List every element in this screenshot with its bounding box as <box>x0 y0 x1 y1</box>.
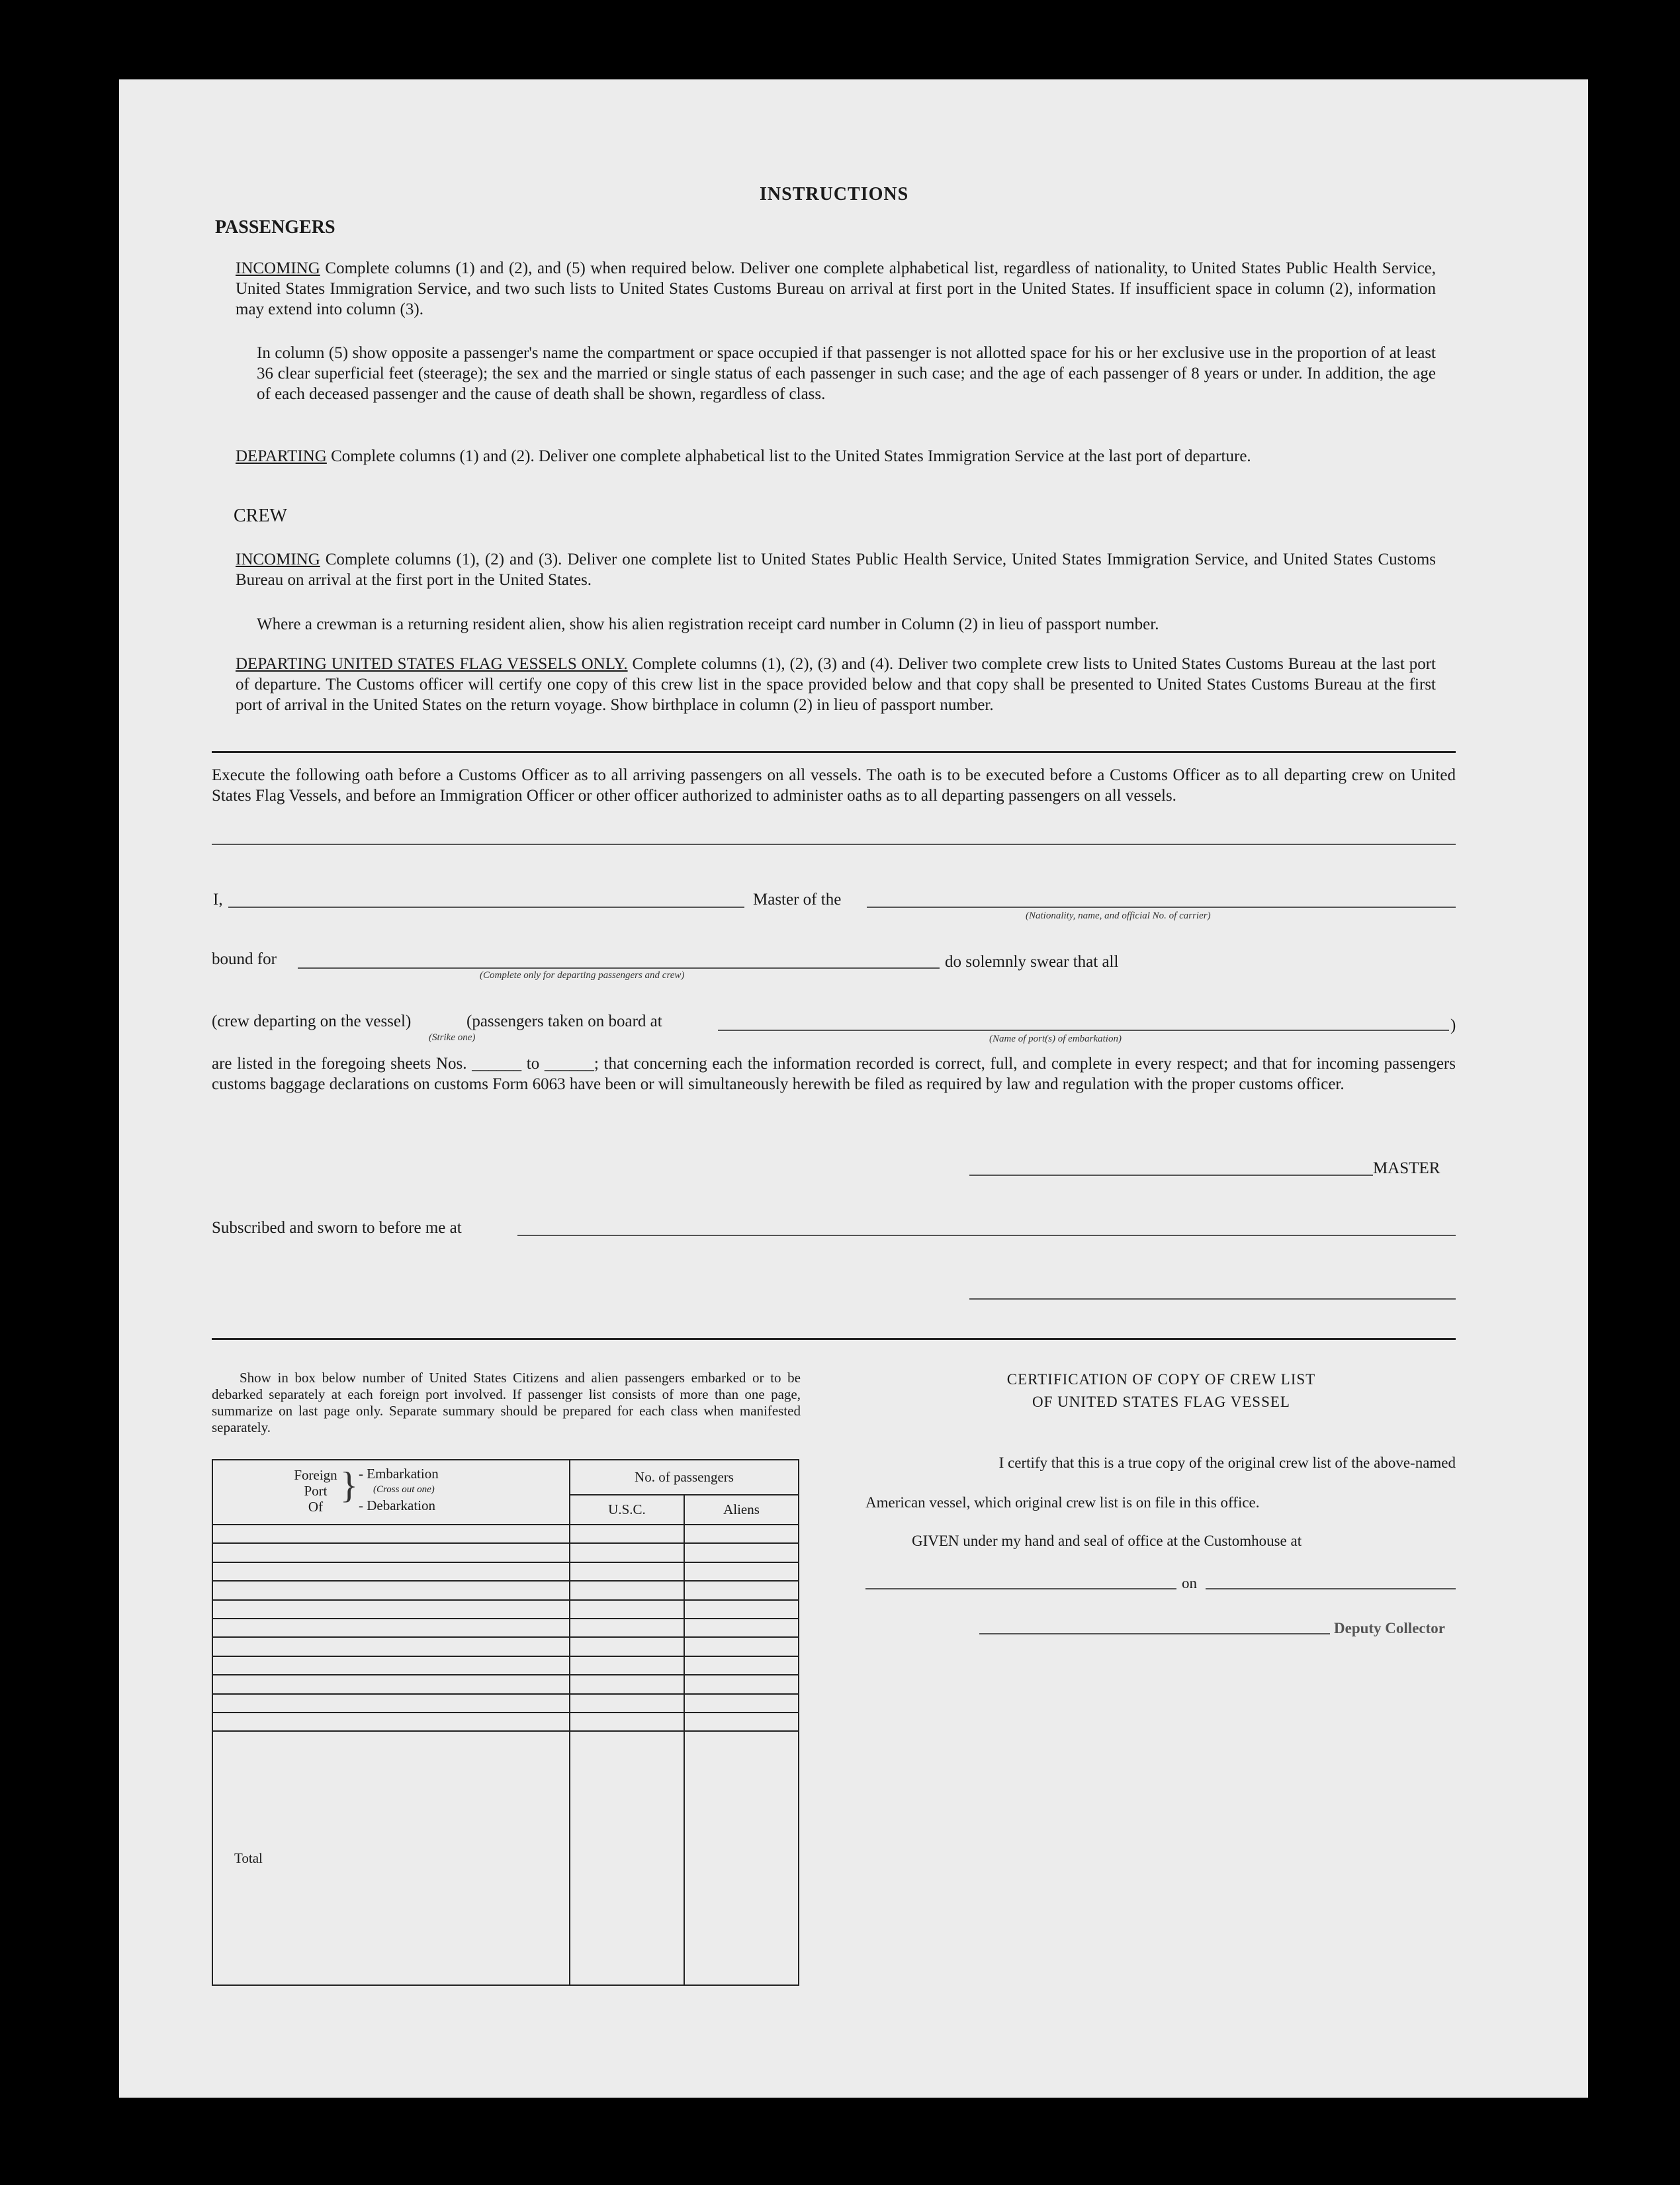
section-divider <box>212 751 1456 753</box>
strike-one-note: (Strike one) <box>429 1032 476 1043</box>
passengers-incoming-tag: INCOMING <box>236 259 320 277</box>
usc-cell[interactable] <box>570 1581 684 1599</box>
usc-header: U.S.C. <box>570 1495 684 1525</box>
nationality-note: (Nationality, name, and official No. of carrier) <box>1026 911 1211 921</box>
aliens-cell[interactable] <box>684 1619 799 1637</box>
embarkation-note: (Name of port(s) of embarkation) <box>989 1034 1122 1044</box>
crew-heading: CREW <box>234 506 287 526</box>
table-row <box>212 1562 799 1581</box>
crew-incoming-text: Complete columns (1), (2) and (3). Deliver one complete list to United States Public Health Service, United States Immigration Service, and United States Customs Bureau on arrival at the first port in the United States. <box>236 551 1437 589</box>
given-line: GIVEN under my hand and seal of office at the Customhouse at <box>912 1533 1302 1549</box>
embarkation-ports-line[interactable] <box>718 1030 1449 1031</box>
crew-departing-option: (crew departing on the vessel) <box>212 1012 412 1030</box>
bound-for-label: bound for <box>212 950 277 968</box>
crew-departing-paragraph <box>236 654 1436 715</box>
usc-cell[interactable] <box>570 1656 684 1675</box>
aliens-cell[interactable] <box>684 1637 799 1656</box>
summary-divider <box>212 1338 1456 1340</box>
passengers-taken-option: (passengers taken on board at <box>466 1012 662 1030</box>
customhouse-place-line[interactable] <box>865 1588 1176 1589</box>
master-label: MASTER <box>1373 1159 1440 1177</box>
table-row <box>212 1619 799 1637</box>
usc-cell[interactable] <box>570 1525 684 1543</box>
crew-incoming-paragraph <box>236 549 1436 590</box>
usc-cell[interactable] <box>570 1619 684 1637</box>
port-cell[interactable] <box>212 1562 570 1581</box>
aliens-cell[interactable] <box>684 1600 799 1619</box>
certify-line2: American vessel, which original crew list is on file in this office. <box>865 1494 1260 1511</box>
table-row <box>212 1600 799 1619</box>
aliens-cell[interactable] <box>684 1713 799 1731</box>
of-label: Of <box>308 1499 324 1515</box>
aliens-header: Aliens <box>684 1495 799 1525</box>
summary-instructions: Show in box below number of United States Citizens and alien passengers embarked or to be debarked separately at each foreign port involved. If passenger list consists of more than one page, summarize on last page only. Separate summary should be prepared for each class when manifested separately. <box>212 1370 801 1435</box>
port-cell[interactable] <box>212 1694 570 1713</box>
bound-for-note: (Complete only for departing passengers and crew) <box>480 970 685 981</box>
port-cell[interactable] <box>212 1543 570 1562</box>
solemnly-swear-text: do solemnly swear that all <box>945 953 1119 971</box>
crew-departing-text: Complete columns (1), (2), (3) and (4). Deliver two complete crew lists to United States Customs Bureau at the last port of departure. The Customs officer will certify one copy of this crew list in the space provided below and that copy shall be presented to United States Customs Bureau at the first port of arrival in the United States on the return voyage. Show birthplace in column (2) in lieu of passport number. <box>236 655 1436 714</box>
master-signature-line[interactable] <box>969 1175 1373 1176</box>
port-cell[interactable] <box>212 1525 570 1543</box>
foreign-label: Foreign <box>294 1467 337 1483</box>
port-cell[interactable] <box>212 1581 570 1599</box>
table-row <box>212 1581 799 1599</box>
aliens-cell[interactable] <box>684 1581 799 1599</box>
usc-cell[interactable] <box>570 1675 684 1693</box>
usc-cell[interactable] <box>570 1543 684 1562</box>
aliens-cell[interactable] <box>684 1694 799 1713</box>
certification-date-line[interactable] <box>1206 1588 1456 1589</box>
total-label: Total <box>212 1731 570 1985</box>
port-cell[interactable] <box>212 1619 570 1637</box>
officer-signature-line[interactable] <box>969 1298 1456 1300</box>
deputy-signature-line[interactable] <box>979 1633 1330 1634</box>
on-label: on <box>1182 1575 1197 1591</box>
passengers-departing-text: Complete columns (1) and (2). Deliver one complete alphabetical list to the United States Immigration Service at the last port of departure. <box>331 447 1251 465</box>
table-row <box>212 1675 799 1693</box>
usc-cell[interactable] <box>570 1694 684 1713</box>
page-title: INSTRUCTIONS <box>760 184 909 204</box>
listed-sheets-text: are listed in the foregoing sheets Nos. ______ to ______; that concerning each the information recorded is correct, full, and complete in every respect; and that for incoming passengers customs baggage declarations on customs Form 6063 have been or will simultaneously herewith be filed as required by law and regulation with the proper customs officer. <box>212 1055 1456 1093</box>
foreign-port-header <box>212 1460 570 1525</box>
subscribed-place-line[interactable] <box>517 1235 1456 1236</box>
passengers-incoming-text: Complete columns (1) and (2), and (5) when required below. Deliver one complete alphabetical list, regardless of nationality, to United States Public Health Service, United States Immigration Service, and two such lists to United States Customs Bureau on arrival at first port in the United States. If insufficient space in column (2), information may extend into column (3). <box>236 259 1437 318</box>
master-name-line[interactable] <box>228 907 744 908</box>
cross-out-note: (Cross out one) <box>373 1484 435 1495</box>
total-usc-cell[interactable] <box>570 1731 684 1985</box>
crew-incoming-tag: INCOMING <box>236 551 320 568</box>
port-cell[interactable] <box>212 1713 570 1731</box>
oath-i-label: I, <box>213 891 223 909</box>
aliens-cell[interactable] <box>684 1562 799 1581</box>
close-paren: ) <box>1450 1016 1456 1034</box>
port-cell[interactable] <box>212 1675 570 1693</box>
port-cell[interactable] <box>212 1656 570 1675</box>
passengers-column5-paragraph: In column (5) show opposite a passenger's name the compartment or space occupied if that passenger is not allotted space for his or her exclusive use in the proportion of at least 36 clear superficial feet (steerage); the sex and the married or single status of each passenger in such case; and the age of each passenger of 8 years or under. In addition, the age of each deceased passenger and the cause of death shall be shown, regardless of class. <box>257 344 1436 403</box>
table-row <box>212 1694 799 1713</box>
port-label: Port <box>304 1483 328 1499</box>
aliens-cell[interactable] <box>684 1656 799 1675</box>
usc-cell[interactable] <box>570 1637 684 1656</box>
deputy-collector-label: Deputy Collector <box>1334 1620 1445 1636</box>
oath-intro: Execute the following oath before a Customs Officer as to all arriving passengers on all vessels. The oath is to be executed before a Customs Officer as to all departing crew on United States Flag Vessels, and before an Immigration Officer or other officer authorized to administer oaths as to all departing passengers on all vessels. <box>212 766 1456 805</box>
table-row <box>212 1637 799 1656</box>
passengers-heading: PASSENGERS <box>215 217 335 238</box>
port-cell[interactable] <box>212 1600 570 1619</box>
certify-line1: I certify that this is a true copy of the original crew list of the above-named <box>998 1454 1456 1471</box>
table-row <box>212 1656 799 1675</box>
crew-alien-paragraph: Where a crewman is a returning resident alien, show his alien registration receipt card number in Column (2) in lieu of passport number. <box>257 615 1159 633</box>
total-row <box>212 1731 799 1985</box>
vessel-name-line[interactable] <box>867 907 1456 908</box>
master-of-the-label: Master of the <box>753 891 842 909</box>
usc-cell[interactable] <box>570 1562 684 1581</box>
brace-icon: } <box>340 1465 358 1506</box>
aliens-cell[interactable] <box>684 1675 799 1693</box>
total-aliens-cell[interactable] <box>684 1731 799 1985</box>
embarkation-label: - Embarkation <box>359 1466 439 1482</box>
certification-heading <box>867 1368 1456 1413</box>
crew-departing-tag: DEPARTING UNITED STATES FLAG VESSELS ONLY. <box>236 655 628 673</box>
bound-for-line[interactable] <box>298 967 940 969</box>
passengers-departing-tag: DEPARTING <box>236 447 327 465</box>
aliens-cell[interactable] <box>684 1543 799 1562</box>
table-row <box>212 1713 799 1731</box>
table-row <box>212 1525 799 1543</box>
port-cell[interactable] <box>212 1637 570 1656</box>
no-of-passengers-header: No. of passengers <box>570 1460 799 1495</box>
usc-cell[interactable] <box>570 1713 684 1731</box>
passenger-summary-table <box>212 1459 799 1986</box>
aliens-cell[interactable] <box>684 1525 799 1543</box>
certification-heading-line2: OF UNITED STATES FLAG VESSEL <box>1032 1394 1290 1410</box>
table-row <box>212 1543 799 1562</box>
usc-cell[interactable] <box>570 1600 684 1619</box>
passengers-departing-paragraph <box>236 446 1436 467</box>
certification-heading-line1: CERTIFICATION OF COPY OF CREW LIST <box>1006 1371 1316 1388</box>
debarkation-label: - Debarkation <box>359 1497 436 1513</box>
passengers-incoming-paragraph <box>236 258 1436 320</box>
subscribed-label: Subscribed and sworn to before me at <box>212 1219 462 1237</box>
oath-divider <box>212 844 1456 845</box>
